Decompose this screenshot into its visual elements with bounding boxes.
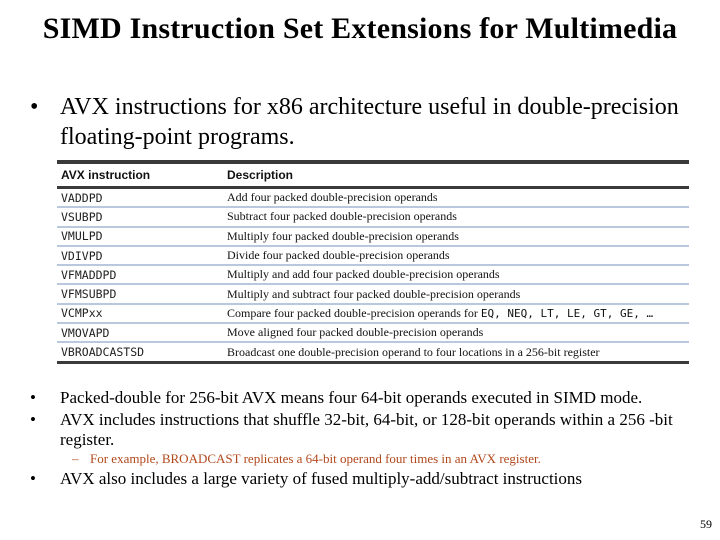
table-row bbox=[57, 247, 689, 266]
bullet-marker: • bbox=[30, 469, 36, 488]
instruction-cell: VMOVAPD bbox=[61, 325, 110, 340]
description-cell: Broadcast one double-precision operand to four locations in a 256-bit register bbox=[227, 344, 600, 359]
header-description: Description bbox=[227, 168, 294, 182]
description-cell: Multiply and subtract four packed double-precision operands bbox=[227, 286, 521, 301]
table-row bbox=[57, 285, 689, 304]
table-row bbox=[57, 343, 689, 363]
bullet-marker: • bbox=[30, 410, 36, 429]
instruction-cell: VCMPxx bbox=[61, 306, 103, 321]
bullet-text: Packed-double for 256-bit AVX means four 64-bit operands executed in SIMD mode. bbox=[60, 388, 643, 407]
description-cell: Multiply and add four packed double-precision operands bbox=[227, 267, 500, 282]
instruction-cell: VSUBPD bbox=[61, 209, 103, 224]
description-text: Compare four packed double-precision operands for bbox=[227, 305, 481, 320]
slide-title: SIMD Instruction Set Extensions for Multimedia bbox=[42, 12, 678, 45]
instruction-cell: VADDPD bbox=[61, 190, 103, 205]
description-cell bbox=[223, 306, 689, 321]
table-row bbox=[57, 266, 689, 285]
table-row bbox=[57, 305, 689, 324]
intro-text: AVX instructions for x86 architecture useful in double-precision floating-point programs. bbox=[60, 94, 679, 150]
instruction-cell: VFMADDPD bbox=[61, 267, 117, 282]
instruction-cell: VMULPD bbox=[61, 229, 103, 244]
instruction-cell: VFMSUBPD bbox=[61, 287, 117, 302]
description-cell: Multiply four packed double-precision operands bbox=[227, 228, 459, 243]
instruction-cell: VBROADCASTSD bbox=[61, 345, 145, 360]
comparison-codes: EQ, NEQ, LT, LE, GT, GE, … bbox=[480, 306, 654, 320]
bullet-marker: • bbox=[30, 388, 36, 407]
avx-instruction-table bbox=[57, 160, 689, 364]
page-number: 59 bbox=[700, 517, 712, 531]
sub-bullet-text: For example, BROADCAST replicates a 64-bit operand four times in an AVX register. bbox=[90, 451, 541, 466]
header-instruction: AVX instruction bbox=[61, 168, 151, 182]
bullet-text: AVX includes instructions that shuffle 32-bit, 64-bit, or 128-bit operands within a 256 -bit register. bbox=[60, 410, 673, 449]
description-cell: Divide four packed double-precision operands bbox=[227, 248, 450, 263]
bullet-marker: • bbox=[30, 94, 39, 120]
table-header bbox=[57, 164, 689, 189]
description-cell: Add four packed double-precision operands bbox=[227, 190, 438, 205]
table-row bbox=[57, 208, 689, 227]
table-row bbox=[57, 228, 689, 247]
bullet-text: AVX also includes a large variety of fused multiply-add/subtract instructions bbox=[60, 469, 583, 488]
description-cell: Subtract four packed double-precision operands bbox=[227, 209, 457, 224]
table-row bbox=[57, 189, 689, 208]
sub-bullet-marker: – bbox=[72, 451, 79, 466]
description-cell: Move aligned four packed double-precision operands bbox=[227, 325, 484, 340]
table-row bbox=[57, 324, 689, 343]
instruction-cell: VDIVPD bbox=[61, 248, 103, 263]
